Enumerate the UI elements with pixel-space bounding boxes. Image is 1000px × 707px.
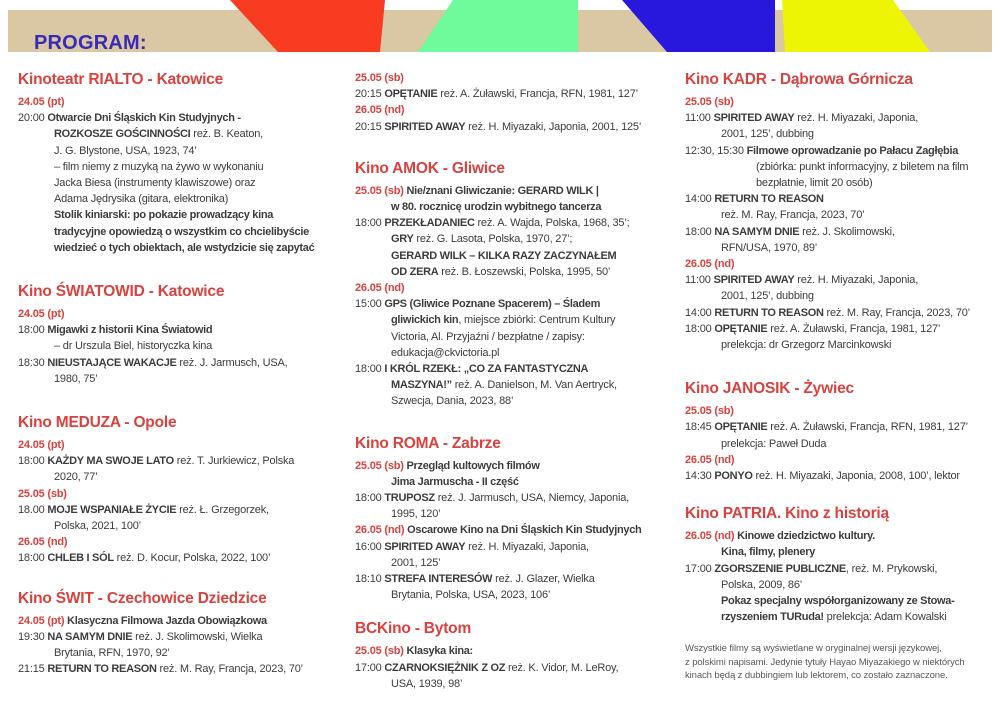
program-line <box>685 288 985 304</box>
cinema-section <box>355 434 675 604</box>
program-line <box>685 207 985 223</box>
program-line <box>685 337 985 353</box>
program-line <box>355 539 675 555</box>
program-line <box>685 224 985 240</box>
date-label: 25.05 (sb) <box>685 96 734 108</box>
text-run: reż. M. Ray, Francja, 2023, 70’ <box>721 209 865 222</box>
program-line <box>685 272 985 288</box>
program-line <box>355 555 675 571</box>
cinema-section-title: Kino ROMA - Zabrze <box>355 434 501 452</box>
cinema-section <box>18 589 343 678</box>
cinema-section <box>18 70 343 256</box>
film-title: ZGORSZENIE PUBLICZNE <box>714 562 846 575</box>
program-line <box>18 143 343 159</box>
text-run: prelekcja: dr Grzegorz Marcinkowski <box>721 339 892 352</box>
text-run: 18:45 <box>685 421 715 434</box>
program-line <box>355 329 675 345</box>
date-label: 25.05 (sb) <box>355 72 404 84</box>
text-run: reż. K. Vidor, M. LeRoy, <box>505 661 619 674</box>
text-run: 21:15 <box>18 663 48 676</box>
program-line <box>18 240 343 256</box>
film-title: TRUPOSZ <box>384 492 435 505</box>
program-line <box>685 175 985 191</box>
film-title: Pokaz specjalny współorganizowany ze Stowa- <box>721 595 955 608</box>
film-title: Kinowe dziedzictwo kultury. <box>734 530 875 543</box>
film-title: Migawki z historii Kina Światowid <box>47 324 213 337</box>
program-line <box>355 102 675 118</box>
text-run: J. G. Blystone, USA, 1923, 74’ <box>54 144 197 157</box>
film-title: CHLEB I SÓL <box>47 552 114 565</box>
decor-shape-green <box>418 0 578 52</box>
film-title: MOJE WSPANIAŁE ŻYCIE <box>47 503 177 516</box>
text-run: 2001, 125’, dubbing <box>721 290 814 303</box>
film-title: MASZYNA!” <box>391 379 452 392</box>
text-run: reż. A. Wajda, Polska, 1968, 35’; <box>474 217 630 230</box>
program-line <box>18 110 343 126</box>
program-line <box>685 321 985 337</box>
text-run: reż. A. Danielson, M. Van Aertryck, <box>451 379 617 392</box>
program-line <box>685 561 985 577</box>
date-label: 25.05 (sb) <box>355 184 404 197</box>
date-label: 26.05 (nd) <box>355 524 405 537</box>
text-run: 18:00 <box>18 455 48 468</box>
program-line <box>685 436 985 452</box>
film-title: ROZKOSZE GOŚCINNOŚCI <box>54 128 191 141</box>
program-line <box>355 474 675 490</box>
film-title: Oscarowe Kino na Dni Śląskich Kin Studyjnych <box>404 524 642 537</box>
film-title: RETURN TO REASON <box>714 193 824 206</box>
text-run: reż. J. Skolimowski, <box>799 225 895 238</box>
program-line <box>355 571 675 587</box>
program-line <box>18 175 343 191</box>
cinema-section <box>685 379 985 484</box>
program-line <box>355 215 675 231</box>
date-label: 26.05 (nd) <box>685 453 735 466</box>
text-run: 18:10 <box>355 573 385 586</box>
cinema-section <box>685 504 985 625</box>
program-line <box>18 306 343 322</box>
film-title: NA SAMYM DNIE <box>47 630 133 643</box>
film-title: SPIRITED AWAY <box>713 112 795 125</box>
text-run: reż. H. Miyazaki, Japonia, <box>794 274 919 287</box>
text-run: reż. B. Łoszewski, Polska, 1995, 50’ <box>438 265 611 278</box>
date-label: 24.05 (pt) <box>18 614 65 627</box>
program-line <box>18 207 343 223</box>
program-line <box>685 544 985 560</box>
date-label: 25.05 (sb) <box>355 645 404 658</box>
program-line <box>685 419 985 435</box>
film-title: NA SAMYM DNIE <box>714 225 800 238</box>
cinema-section-title: Kinoteatr RIALTO - Katowice <box>18 71 224 88</box>
program-line <box>18 191 343 207</box>
film-title: Jima Jarmuscha - II część <box>391 475 519 488</box>
text-run: Jacka Biesa (instrumenty klawiszowe) oraz <box>54 177 256 190</box>
text-run: reż. H. Miyazaki, Japonia, <box>465 540 589 553</box>
film-title: NIEUSTAJĄCE WAKACJE <box>47 356 177 369</box>
program-line <box>685 191 985 207</box>
program-line <box>685 256 985 272</box>
film-title: gliwickich kin <box>391 314 459 327</box>
program-line <box>355 458 675 474</box>
text-run: reż. J. Skolimowski, Wielka <box>132 630 263 643</box>
text-run: 20:00 <box>18 112 48 125</box>
text-run: , miejsce zbiórki: Centrum Kultury <box>458 314 616 327</box>
film-title: GERARD WILK – KILKA RAZY ZACZYNAŁEM <box>391 249 617 262</box>
program-line <box>355 587 675 603</box>
program-line <box>18 613 343 629</box>
film-title: Stolik kiniarski: po pokazie prowadzący kina <box>54 209 274 222</box>
program-line <box>18 371 343 387</box>
text-run: Szwecja, Dania, 2023, 88’ <box>391 395 514 408</box>
text-run: 20:15 <box>355 120 385 133</box>
cinema-section <box>18 282 343 387</box>
film-title: Klasyka kina: <box>403 645 473 658</box>
program-line <box>355 199 675 215</box>
film-title: GPS (Gliwice Poznane Spacerem) – Śladem <box>384 298 601 311</box>
text-run: 16:00 <box>355 540 385 553</box>
text-run: 18:00 <box>685 225 715 238</box>
text-run: Adama Jędrysika (gitara, elektronika) <box>54 193 229 206</box>
program-line <box>355 119 675 135</box>
decor-shape-yellow <box>782 0 930 52</box>
page-title: PROGRAM: <box>34 32 147 54</box>
cinema-section-title: Kino KADR - Dąbrowa Górnicza <box>685 71 913 88</box>
program-line <box>685 159 985 175</box>
text-run: 12:30, 15:30 <box>685 144 747 157</box>
text-run: reż. D. Kocur, Polska, 2022, 100’ <box>113 552 271 565</box>
film-title: Otwarcie Dni Śląskich Kin Studyjnych - <box>47 112 241 125</box>
cinema-section <box>355 159 675 410</box>
text-run: Brytania, Polska, USA, 2023, 106’ <box>391 589 551 602</box>
text-run: (zbiórka: punkt informacyjny, z biletem na film <box>756 160 969 173</box>
program-line <box>355 345 675 361</box>
program-line <box>355 377 675 393</box>
text-run: reż. M. Ray, Francja, 2023, 70’ <box>823 306 970 319</box>
cinema-section-title: Kino PATRIA. Kino z historią <box>685 505 889 523</box>
program-line <box>355 676 675 692</box>
film-title: OPĘTANIE <box>384 88 438 101</box>
program-line <box>18 629 343 645</box>
film-title: Nie/znani Gliwiczanie: GERARD WILK | <box>403 184 599 197</box>
film-title: I KRÓL RZEKŁ: „CO ZA FANTASTYCZNA <box>384 363 589 376</box>
cinema-section-title: BCKino - Bytom <box>355 620 472 638</box>
text-run: reż. A. Żuławski, Francja, 1981, 127’ <box>767 322 941 335</box>
program-column-right <box>685 70 985 625</box>
program-line <box>355 660 675 676</box>
program-line <box>685 577 985 593</box>
program-line <box>685 143 985 159</box>
text-run: Brytania, RFN, 1970, 92’ <box>54 647 170 660</box>
date-label: 26.05 (nd) <box>685 530 735 543</box>
film-title: RETURN TO REASON <box>47 663 157 676</box>
text-run: reż. A. Żuławski, Francja, RFN, 1981, 127’ <box>767 421 968 434</box>
program-line <box>355 264 675 280</box>
text-run: 1980, 75’ <box>54 372 98 385</box>
text-run: 20:15 <box>355 88 385 101</box>
film-title: SPIRITED AWAY <box>384 540 466 553</box>
text-run: Polska, 2021, 100’ <box>54 520 141 533</box>
cinema-section <box>685 70 985 353</box>
text-run: 14:30 <box>685 470 715 483</box>
film-title: wiedzieć o tych obiektach, ale wstydzicie się zapytać <box>54 241 315 254</box>
text-run: 14:00 <box>685 193 715 206</box>
film-title: CZARNOKSIĘŻNIK Z OZ <box>384 661 506 674</box>
text-run: 18:30 <box>18 356 48 369</box>
program-line <box>355 643 675 659</box>
program-line <box>18 159 343 175</box>
program-line <box>355 490 675 506</box>
text-run: 11:00 <box>685 112 714 125</box>
program-line <box>18 437 343 453</box>
film-title: GRY <box>391 233 414 246</box>
text-run: edukacja@ckvictoria.pl <box>391 346 500 359</box>
program-line <box>18 355 343 371</box>
text-run: 2001, 125’, dubbing <box>721 128 814 141</box>
program-column-middle <box>355 70 675 692</box>
film-title: OPĘTANIE <box>714 421 768 434</box>
date-label: 25.05 (sb) <box>18 487 67 500</box>
film-title: Filmowe oprowadzanie po Pałacu Zagłębia <box>746 144 959 157</box>
program-line <box>355 248 675 264</box>
film-title: Klasyczna Filmowa Jazda Obowiązkowa <box>64 614 267 627</box>
film-title: rzyszeniem TURuda! <box>721 611 824 624</box>
program-line <box>685 452 985 468</box>
text-run: USA, 1939, 98’ <box>391 677 463 690</box>
film-title: SPIRITED AWAY <box>384 120 466 133</box>
text-run: 15:00 <box>355 298 385 311</box>
text-run: 18:00 <box>685 322 715 335</box>
text-run: reż. J. Glazer, Wielka <box>492 573 595 586</box>
program-line <box>18 534 343 550</box>
program-line <box>18 94 343 110</box>
text-run: , reż. M. Prykowski, <box>845 562 938 575</box>
cinema-section-title: Kino JANOSIK - Żywiec <box>685 380 854 398</box>
text-run: reż. B. Keaton, <box>190 128 264 141</box>
text-run: 2020, 77’ <box>54 471 98 484</box>
date-label: 25.05 (sb) <box>685 405 734 418</box>
date-label: 26.05 (nd) <box>355 282 405 295</box>
text-run: reż. A. Żuławski, Francja, RFN, 1981, 127’ <box>437 88 638 101</box>
footer-note <box>685 642 985 683</box>
program-line <box>685 528 985 544</box>
film-title: PRZEKŁADANIEC <box>384 217 475 230</box>
program-line <box>18 486 343 502</box>
cinema-section-title: Kino ŚWIATOWID - Katowice <box>18 283 225 301</box>
cinema-section-title: Kino AMOK - Gliwice <box>355 159 505 177</box>
cinema-section <box>355 619 675 692</box>
text-run: reż. H. Miyazaki, Japonia, 2008, 100’, lektor <box>752 470 960 483</box>
film-title: STREFA INTERESÓW <box>384 573 493 586</box>
text-run: 18:00 <box>18 552 48 565</box>
text-run: 2001, 125’ <box>391 556 441 569</box>
program-line <box>355 86 675 102</box>
date-label: 24.05 (pt) <box>18 96 65 108</box>
program-line <box>18 224 343 240</box>
program-line <box>18 661 343 677</box>
program-line <box>685 468 985 484</box>
text-run: 18:00 <box>18 324 48 337</box>
text-run: 18:00 <box>355 363 385 376</box>
program-line <box>685 305 985 321</box>
cinema-section <box>355 70 675 135</box>
text-run: Polska, 2009, 86’ <box>721 578 802 591</box>
date-label: 26.05 (nd) <box>18 536 68 549</box>
text-run: 1995, 120’ <box>391 508 441 521</box>
program-line <box>685 403 985 419</box>
program-line <box>18 502 343 518</box>
film-title: OD ZERA <box>391 265 439 278</box>
date-label: 26.05 (nd) <box>355 104 405 117</box>
film-title: PONYO <box>714 470 753 483</box>
program-line <box>18 550 343 566</box>
program-line <box>18 645 343 661</box>
text-run: 14:00 <box>685 306 715 319</box>
text-run: reż. H. Miyazaki, Japonia, 2001, 125’ <box>465 120 642 133</box>
footer-note-line: Wszystkie filmy są wyświetlane w oryginalnej wersji językowej, <box>685 643 942 654</box>
program-line <box>685 126 985 142</box>
text-run: 17:00 <box>685 562 715 575</box>
text-run: reż. G. Lasota, Polska, 1970, 27’; <box>413 233 573 246</box>
program-line <box>18 469 343 485</box>
program-line <box>685 609 985 625</box>
program-line <box>685 593 985 609</box>
text-run: 17:00 <box>355 661 385 674</box>
date-label: 25.05 (sb) <box>355 459 404 472</box>
footer-note-line: kinach będą z dubbingiem lub lektorem, co zostało zaznaczone. <box>685 670 948 681</box>
program-line <box>355 361 675 377</box>
program-line <box>18 322 343 338</box>
film-title: w 80. rocznicę urodzin wybitnego tancerza <box>391 201 602 214</box>
text-run: prelekcja: Adam Kowalski <box>823 611 947 624</box>
film-title: KAŻDY MA SWOJE LATO <box>47 455 174 468</box>
text-run: RFN/USA, 1970, 89’ <box>721 241 818 254</box>
cinema-section-title: Kino MEDUZA - Opole <box>18 414 177 432</box>
text-run: reż. Ł. Grzegorzek, <box>176 503 269 516</box>
text-run: prelekcja: Paweł Duda <box>721 437 827 450</box>
footer-note-line: z polskimi napisami. Jedynie tytuły Hayao Miyazakiego w niektórych <box>685 656 965 668</box>
date-label: 26.05 (nd) <box>685 258 735 271</box>
program-column-left <box>18 70 343 677</box>
program-line <box>18 338 343 354</box>
film-title: SPIRITED AWAY <box>713 274 795 287</box>
text-run: 11:00 <box>685 274 714 287</box>
program-line <box>355 522 675 538</box>
film-title: Przegląd kultowych filmów <box>403 459 540 472</box>
program-line <box>355 183 675 199</box>
text-run: reż. T. Jurkiewicz, Polska <box>173 455 295 468</box>
cinema-section-title: Kino ŚWIT - Czechowice Dziedzice <box>18 589 267 607</box>
date-label: 24.05 (pt) <box>18 308 65 321</box>
film-title: tradycyjne opowiedzą o wszystkim co chcielibyście <box>54 225 309 238</box>
text-run: 18.00 <box>18 503 48 516</box>
text-run: reż. J. Jarmusch, USA, Niemcy, Japonia, <box>434 492 629 505</box>
text-run: 18:00 <box>355 217 385 230</box>
text-run: 19:30 <box>18 630 48 643</box>
cinema-section <box>18 413 343 567</box>
text-run: reż. M. Ray, Francja, 2023, 70’ <box>156 663 303 676</box>
text-run: 18:00 <box>355 492 385 505</box>
film-title: RETURN TO REASON <box>714 306 824 319</box>
program-line <box>355 70 675 86</box>
program-line <box>685 240 985 256</box>
program-line <box>355 393 675 409</box>
program-line <box>18 453 343 469</box>
text-run: reż. H. Miyazaki, Japonia, <box>794 112 919 125</box>
text-run: reż. J. Jarmusch, USA, <box>176 356 288 369</box>
text-run: Victoria, Al. Przyjaźni / bezpłatne / zapisy: <box>391 330 585 343</box>
program-line <box>685 110 985 126</box>
program-line <box>685 94 985 110</box>
program-line <box>355 296 675 312</box>
text-run: – film niemy z muzyką na żywo w wykonaniu <box>54 160 264 173</box>
date-label: 24.05 (pt) <box>18 439 65 452</box>
program-line <box>355 506 675 522</box>
film-title: Kina, filmy, plenery <box>721 546 816 559</box>
text-run: bezpłatnie, limit 20 osób) <box>756 177 873 190</box>
program-line <box>355 231 675 247</box>
program-line <box>18 126 343 142</box>
film-title: OPĘTANIE <box>714 322 768 335</box>
program-line <box>355 312 675 328</box>
text-run: – dr Urszula Biel, historyczka kina <box>54 340 213 353</box>
program-line <box>18 518 343 534</box>
program-line <box>355 280 675 296</box>
